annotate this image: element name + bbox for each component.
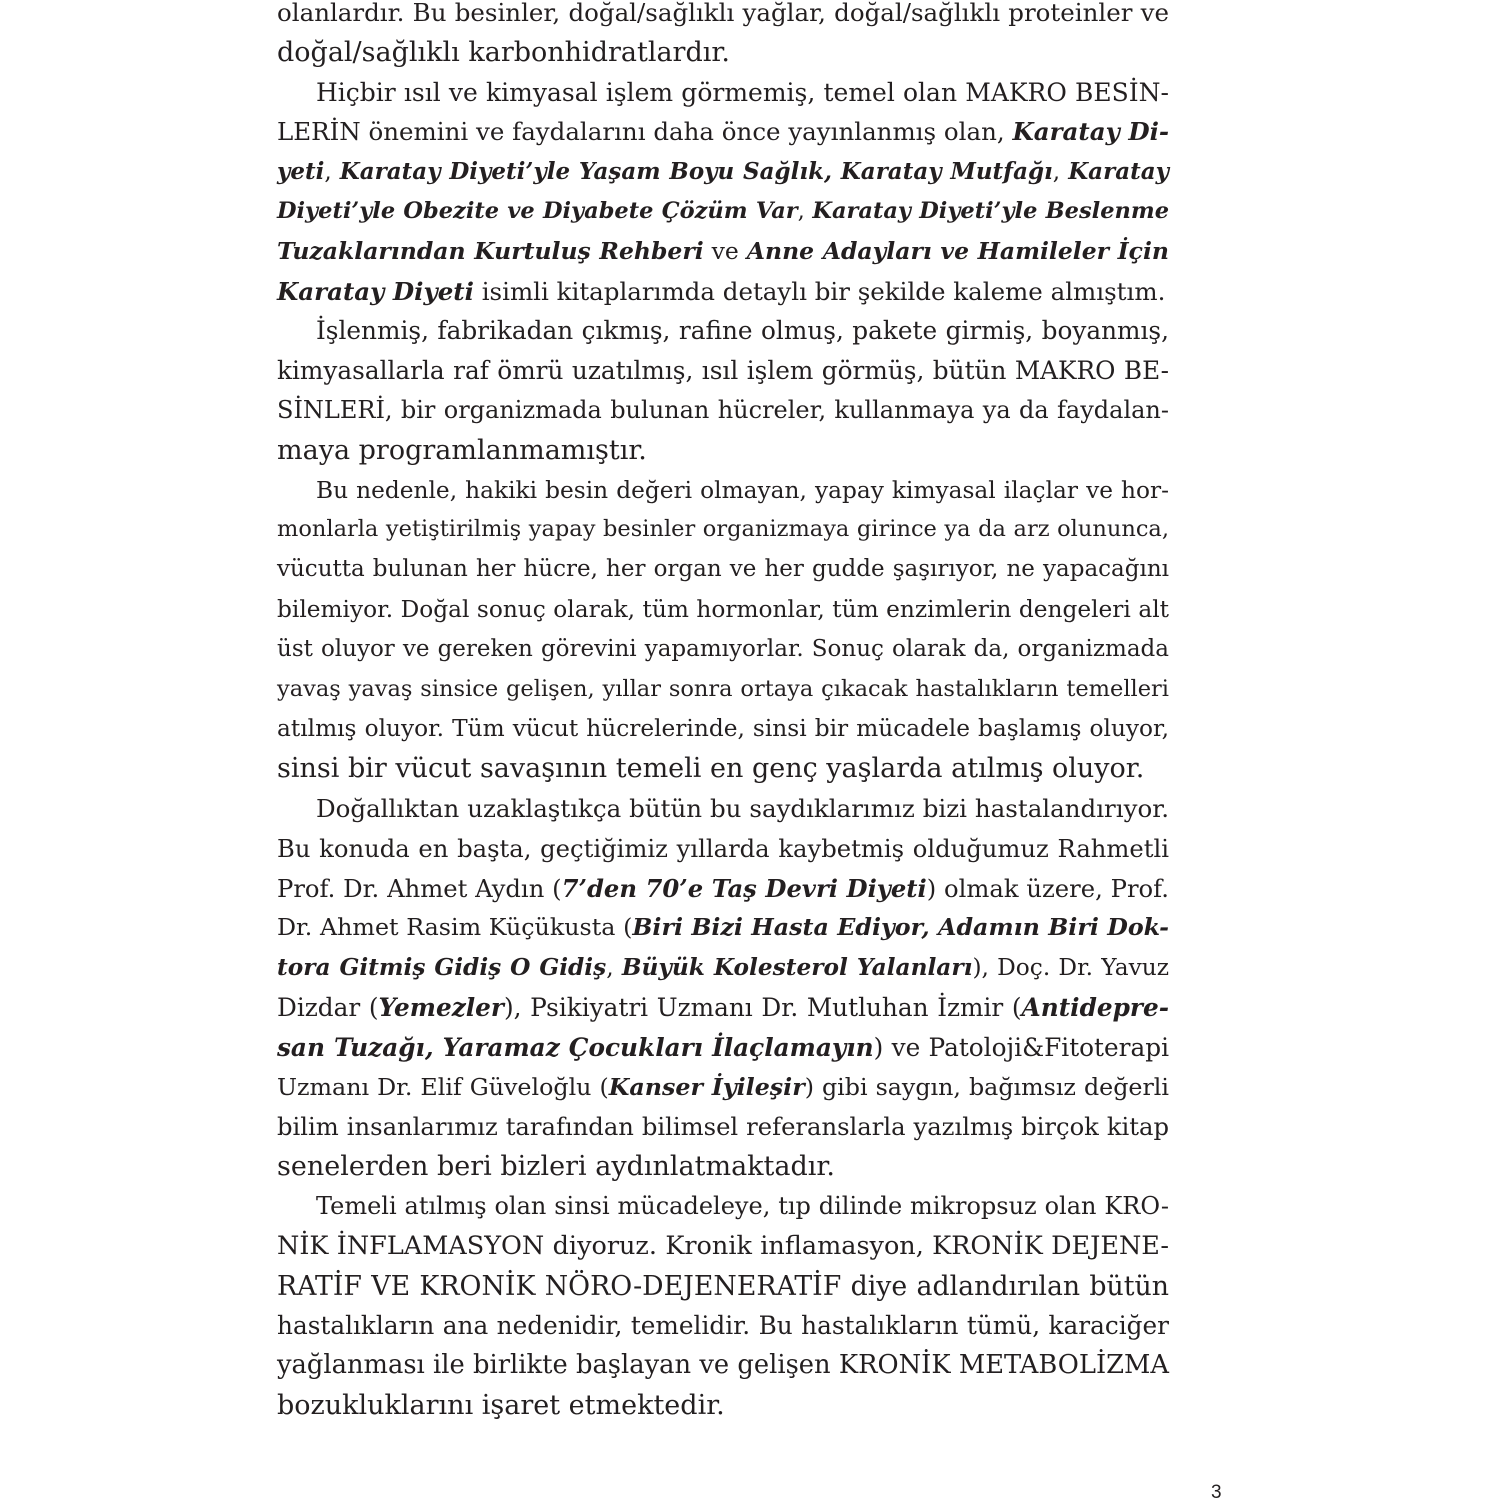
text-line [277,789,1169,829]
text-segment: yavaş yavaş sinsice gelişen, yıllar sonra ortaya çıkacak hastalıkların temelleri [277,675,1169,702]
text-segment: atılmış oluyor. Tüm vücut hücrelerinde, sinsi bir mücadele başlamış oluyor, [277,715,1169,743]
book-title-text: Karatay [1068,158,1169,186]
text-line [277,1187,1169,1227]
text-segment: Prof. Dr. Ahmet Aydın ( [277,873,562,903]
book-title-text: Diyeti’yle Obezite ve Diyabete Çözüm Var [277,197,798,224]
book-title-text: Karatay Diyeti’yle Yaşam Boyu Sağlık, Karatay Mutfağı [339,158,1053,186]
text-line [277,351,1169,391]
text-segment: üst oluyor ve gereken görevini yapamıyorlar. Sonuç olarak da, organizmada [277,635,1169,662]
text-segment: ), Psikiyatri Uzmanı Dr. Mutluhan İzmir ( [503,992,1022,1022]
body-text [277,0,1169,1426]
text-segment: doğal/sağlıklı karbonhidratlardır. [277,36,730,68]
text-segment: ), Doç. Dr. Yavuz [972,954,1170,982]
book-title-text: Tuzaklarından Kurtuluş Rehberi [277,236,704,265]
book-title-text: Antidepre- [1021,992,1169,1022]
book-title-text: Anne Adayları ve Hamileler İçin [746,236,1169,265]
text-segment: Temeli atılmış olan sinsi mücadeleye, tıp dilinde mikropsuz olan KRO- [316,1191,1169,1220]
text-line [277,988,1169,1028]
text-line [277,1227,1169,1267]
text-segment: vücutta bulunan her hücre, her organ ve her gudde şaşırıyor, ne yapacağını [277,556,1169,583]
text-line [277,1267,1169,1307]
text-line [277,829,1169,869]
book-title-text: Biri Bizi Hasta Ediyor, Adamın Biri Dok- [632,913,1170,942]
text-line [277,1306,1169,1346]
text-line [277,152,1169,192]
text-segment: RATİF VE KRONİK NÖRO-DEJENERATİF diye adlandırılan bütün [277,1270,1169,1302]
book-title-text: Büyük Kolesterol Yalanları [621,954,973,982]
text-segment: NİK İNFLAMASYON diyoruz. Kronik inflamasyon, KRONİK DEJENE- [277,1230,1169,1261]
text-segment: yağlanması ile birlikte başlayan ve gelişen KRONİK METABOLİZMA [277,1350,1169,1381]
text-line [277,948,1169,988]
text-segment: SİNLERİ, bir organizmada bulunan hücreler, kullanmaya ya da faydalan- [277,395,1169,424]
text-segment: Doğallıktan uzaklaştıkça bütün bu saydıklarımız bizi hastalandırıyor. [316,793,1169,823]
text-segment: Bu konuda en başta, geçtiğimiz yıllarda kaybetmiş olduğumuz Rahmetli [277,833,1169,863]
text-line [277,510,1169,550]
text-line [277,232,1169,272]
text-segment: maya programlanmamıştır. [277,434,647,466]
text-line [277,0,1169,33]
text-segment: Bu nedenle, hakiki besin değeri olmayan, yapay kimyasal ilaçlar ve hor- [316,476,1169,504]
text-line [277,1068,1169,1108]
text-line [277,1346,1169,1386]
book-title-text: Karatay Diyeti [277,276,474,306]
text-segment: kimyasallarla raf ömrü uzatılmış, ısıl işlem görmüş, bütün MAKRO BE- [277,356,1169,386]
book-title-text: Karatay Diyeti’yle Beslenme [812,197,1170,224]
text-segment: LERİN önemini ve faydalarını daha önce yayınlanmış olan, [277,117,1013,147]
text-segment: ) gibi saygın, bağımsız değerli [804,1072,1170,1101]
text-line [277,1147,1169,1187]
text-line [277,869,1169,909]
text-line [277,431,1169,471]
text-line [277,749,1169,789]
book-title-text: 7’den 70’e Taş Devri Diyeti [561,873,927,903]
text-segment: İşlenmiş, fabrikadan çıkmış, rafine olmuş, pakete girmiş, boyanmış, [316,316,1169,346]
book-title-text: Kanser İyileşir [608,1072,805,1101]
text-line [277,73,1169,113]
text-line [277,192,1169,232]
book-title-text: san Tuzağı, Yaramaz Çocukları İlaçlamayın [277,1032,874,1062]
text-segment: Uzmanı Dr. Elif Güveloğlu ( [277,1072,609,1101]
text-segment: , [606,954,622,982]
book-title-text: Karatay Di- [1012,117,1170,147]
text-segment: bilim insanlarımız tarafından bilimsel referanslarla yazılmış birçok kitap [277,1112,1169,1142]
text-line [277,1107,1169,1147]
text-segment: bozukluklarını işaret etmektedir. [277,1389,725,1421]
page-number: 3 [1211,1482,1222,1503]
text-segment: ve [703,236,747,265]
text-segment: sinsi bir vücut savaşının temeli en genç yaşlarda atılmış oluyor. [277,753,1145,785]
text-segment: ) olmak üzere, Prof. [926,873,1169,903]
text-segment: olanlardır. Bu besinler, doğal/sağlıklı yağlar, doğal/sağlıklı proteinler ve [277,0,1169,27]
book-title-text: Yemezler [378,992,504,1022]
text-segment: Hiçbir ısıl ve kimyasal işlem görmemiş, temel olan MAKRO BESİN- [316,77,1169,107]
text-line [277,670,1169,710]
text-line [277,391,1169,431]
text-segment: ) ve Patoloji&Fitoterapi [873,1032,1169,1062]
text-segment: , [324,159,340,186]
text-line [277,709,1169,749]
text-segment: senelerden beri bizleri aydınlatmaktadır. [277,1151,835,1183]
text-line [277,272,1169,312]
text-segment: , [797,197,813,224]
text-segment: monlarla yetiştirilmiş yapay besinler organizmaya girince ya da arz olununca, [277,516,1169,543]
text-line [277,33,1169,73]
text-line [277,311,1169,351]
book-title-text: tora Gitmiş Gidiş O Gidiş [277,954,607,982]
text-line [277,550,1169,590]
text-segment: isimli kitaplarımda detaylı bir şekilde kaleme almıştım. [473,276,1166,306]
text-line [277,112,1169,152]
text-segment: Dizdar ( [277,992,379,1022]
text-line [277,908,1169,948]
text-segment: bilemiyor. Doğal sonuç olarak, tüm hormonlar, tüm enzimlerin dengeleri alt [277,595,1169,623]
text-segment: Dr. Ahmet Rasim Küçükusta ( [277,913,633,942]
text-segment: hastalıkların ana nedenidir, temelidir. Bu hastalıkların tümü, karaciğer [277,1311,1169,1341]
text-line [277,630,1169,670]
text-segment: , [1052,159,1069,186]
text-line [277,590,1169,630]
text-line [277,471,1169,511]
book-title-text: yeti [277,158,325,186]
text-line [277,1386,1169,1426]
text-line [277,1028,1169,1068]
